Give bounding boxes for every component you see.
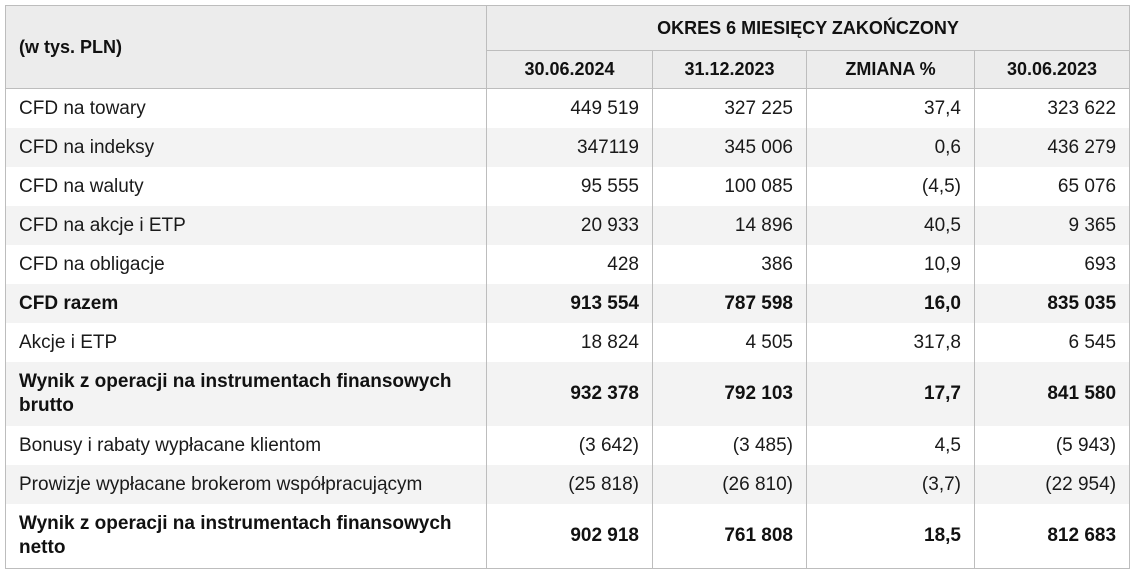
table-row: [6, 167, 1130, 206]
col-header-2024-06: 30.06.2024: [487, 51, 653, 89]
cell-value: 18 824: [487, 323, 653, 362]
table-row-total: [6, 504, 1130, 569]
cell-value: 327 225: [653, 89, 807, 129]
table-row: [6, 323, 1130, 362]
row-label: CFD na obligacje: [6, 245, 487, 284]
row-label: CFD razem: [6, 284, 487, 323]
row-label: Wynik z operacji na instrumentach finansowych brutto: [6, 362, 487, 426]
col-header-change: ZMIANA %: [807, 51, 975, 89]
row-label: CFD na towary: [6, 89, 487, 129]
table-row: [6, 128, 1130, 167]
cell-value: 841 580: [975, 362, 1130, 426]
cell-value: (3,7): [807, 465, 975, 504]
cell-value: 4 505: [653, 323, 807, 362]
cell-value: 95 555: [487, 167, 653, 206]
cell-value: 100 085: [653, 167, 807, 206]
cell-value: 16,0: [807, 284, 975, 323]
cell-value: (26 810): [653, 465, 807, 504]
cell-value: 761 808: [653, 504, 807, 569]
col-header-2023-12: 31.12.2023: [653, 51, 807, 89]
financial-table: [5, 5, 1130, 569]
cell-value: (5 943): [1055, 434, 1117, 456]
cell-value: 17,7: [807, 362, 975, 426]
row-label: CFD na akcje i ETP: [6, 206, 487, 245]
unit-label: (w tys. PLN): [6, 6, 487, 89]
cell-value: 902 918: [487, 504, 653, 569]
cell-value: (3 642): [487, 426, 653, 465]
cell-value: 345 006: [653, 128, 807, 167]
row-label: CFD na indeksy: [6, 128, 487, 167]
cell-value: 792 103: [653, 362, 807, 426]
row-label: Prowizje wypłacane brokerom współpracującym: [6, 465, 487, 504]
cell-value: 9 365: [975, 206, 1130, 245]
cell-value: 787 598: [653, 284, 807, 323]
cell-value: 835 035: [975, 284, 1130, 323]
table-row: [6, 206, 1130, 245]
cell-value: 20 933: [487, 206, 653, 245]
row-label: Wynik z operacji na instrumentach finansowych netto: [6, 504, 487, 569]
cell-value: 0,6: [807, 128, 975, 167]
cell-value: 18,5: [807, 504, 975, 569]
cell-value: (3 485): [653, 426, 807, 465]
cell-value: 386: [653, 245, 807, 284]
cell-value: 812 683: [1047, 525, 1117, 546]
cell-value: 317,8: [807, 323, 975, 362]
table-row: [6, 465, 1130, 504]
table-row: [6, 426, 1130, 465]
cell-value: 436 279: [975, 128, 1130, 167]
table-row-total: [6, 362, 1130, 426]
cell-value: 932 378: [487, 362, 653, 426]
period-header: OKRES 6 MIESIĘCY ZAKOŃCZONY: [487, 6, 1130, 51]
row-label: Akcje i ETP: [6, 323, 487, 362]
cell-value: 40,5: [807, 206, 975, 245]
cell-value: 14 896: [653, 206, 807, 245]
cell-value: 323 622: [1047, 97, 1117, 119]
table-row: [6, 245, 1130, 284]
cell-value: 37,4: [807, 89, 975, 129]
cell-value: (4,5): [807, 167, 975, 206]
cell-value: 65 076: [1057, 175, 1117, 197]
row-label: Bonusy i rabaty wypłacane klientom: [6, 426, 487, 465]
cell-value: 449 519: [487, 89, 653, 129]
cell-value: (22 954): [975, 465, 1130, 504]
cell-value: (25 818): [487, 465, 653, 504]
cell-value: 428: [487, 245, 653, 284]
col-header-2023-06: 30.06.2023: [975, 51, 1130, 89]
table-row-total: [6, 284, 1130, 323]
table-row: [6, 89, 1130, 129]
cell-value: 347119: [487, 128, 653, 167]
cell-value: 693: [1084, 253, 1117, 275]
cell-value: 913 554: [487, 284, 653, 323]
cell-value: 10,9: [807, 245, 975, 284]
cell-value: 6 545: [1068, 331, 1117, 353]
row-label: CFD na waluty: [6, 167, 487, 206]
cell-value: 4,5: [807, 426, 975, 465]
